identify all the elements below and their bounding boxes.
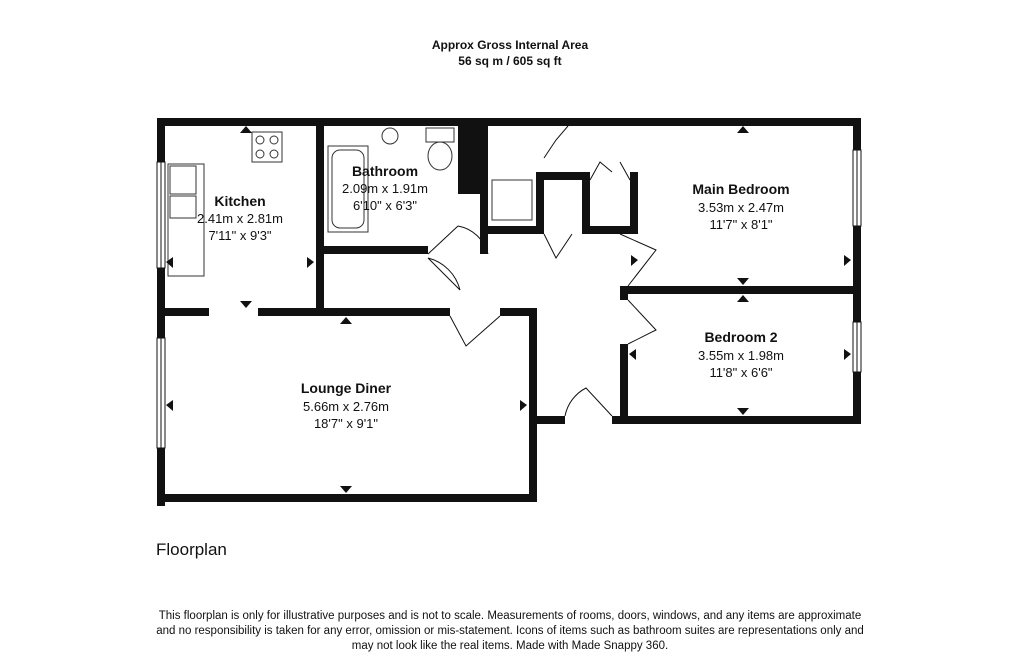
door-bedroom2	[628, 300, 656, 344]
wall-lounge-right	[529, 308, 537, 502]
room-bedroom2	[698, 329, 784, 380]
bathroom-metric: 2.09m x 1.91m	[342, 181, 428, 196]
walls	[157, 118, 861, 506]
lounge-metric: 5.66m x 2.76m	[303, 399, 389, 414]
wall-kitchen-lounge-b	[258, 308, 450, 316]
wall-kitchen-lounge-a	[157, 308, 209, 316]
kitchen-name: Kitchen	[214, 193, 266, 209]
wall-hall-bottom	[529, 416, 565, 424]
wall-bed-stub	[620, 286, 628, 300]
bathroom-name: Bathroom	[351, 163, 419, 179]
wall-bath-right	[480, 126, 488, 254]
kitchen-metric: 2.41m x 2.81m	[197, 211, 283, 226]
disclaimer-line-3: may not look like the real items. Made with Made Snappy 360.	[351, 640, 669, 652]
shower-tray-icon	[492, 180, 532, 220]
lounge-imperial: 18'7" x 9'1"	[313, 416, 379, 431]
main-bedroom-imperial: 11'7" x 8'1"	[709, 217, 773, 232]
sink-icon	[170, 166, 196, 194]
wall-wardrobe-top	[536, 172, 590, 180]
bedroom2-metric: 3.55m x 1.98m	[698, 348, 784, 363]
wall-lounge-hall	[500, 308, 537, 316]
room-main-bedroom	[692, 181, 789, 232]
wall-ensuite-bottom	[488, 226, 544, 234]
wall-wardrobe-mid	[582, 172, 590, 234]
main-bedroom-name: Main Bedroom	[692, 181, 790, 197]
area-title: Approx Gross Internal Area	[431, 38, 589, 52]
door-entrance	[565, 388, 612, 416]
door-ensuite	[544, 234, 572, 258]
bedroom2-imperial: 11'8" x 6'6"	[709, 365, 773, 380]
wall-bath-bottom	[316, 246, 428, 254]
plan-title: Floorplan	[156, 540, 227, 559]
room-bathroom	[342, 163, 428, 213]
wall-top	[157, 118, 861, 126]
room-kitchen	[197, 193, 283, 243]
bedroom2-name: Bedroom 2	[704, 329, 778, 345]
wall-lounge-bottom	[157, 494, 537, 502]
disclaimer-line-1: This floorplan is only for illustrative purposes and is not to scale. Measurements of rooms, doors, windows, and any items are approximate	[158, 610, 862, 622]
toilet-icon	[428, 142, 452, 170]
wall-wardrobe-bottom	[582, 226, 638, 234]
toilet-cistern	[426, 128, 454, 142]
wall-bath-pillar	[458, 126, 480, 194]
wall-bed-divider	[620, 286, 861, 294]
bathroom-imperial: 6'10" x 6'3"	[352, 198, 418, 213]
hob-icon	[252, 132, 282, 162]
wall-kitchen-bath	[316, 126, 324, 316]
wall-bed2-bottom	[612, 416, 861, 424]
kitchen-imperial: 7'11" x 9'3"	[208, 228, 272, 243]
wall-wardrobe-left	[536, 172, 544, 234]
basin-icon	[382, 128, 398, 144]
disclaimer-line-2: and no responsibility is taken for any error, omission or mis-statement. Icons of items such as bathroom suites are representations only and	[156, 625, 864, 637]
room-lounge	[301, 380, 392, 431]
area-value: 56 sq m / 605 sq ft	[458, 54, 562, 68]
door-top-hall	[544, 126, 568, 158]
lounge-name: Lounge Diner	[300, 380, 392, 396]
wall-bed2-left	[620, 344, 628, 424]
wall-wardrobe-right	[630, 172, 638, 234]
door-wardrobe	[590, 162, 630, 180]
door-bathroom	[428, 226, 488, 254]
door-cupboard	[428, 258, 460, 290]
door-lounge	[450, 316, 500, 346]
main-bedroom-metric: 3.53m x 2.47m	[698, 200, 784, 215]
